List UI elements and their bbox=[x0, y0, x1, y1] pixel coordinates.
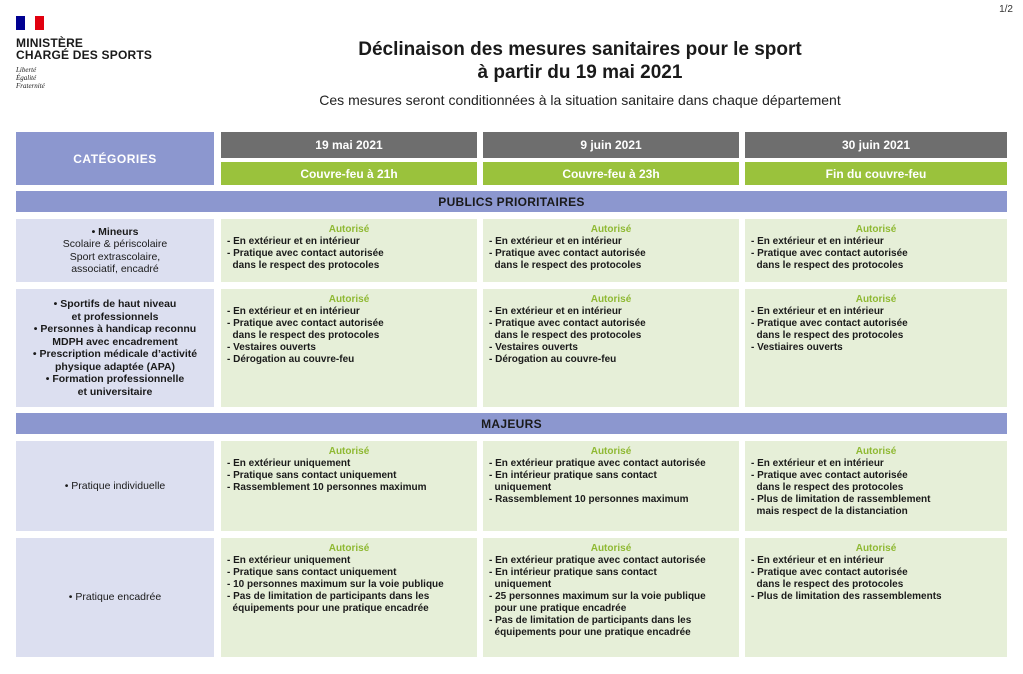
ministry-logo bbox=[16, 16, 152, 90]
measure-item: - Pratique avec contact autorisée bbox=[751, 470, 908, 481]
status-label: Autorisé bbox=[590, 446, 632, 457]
page-number: 1/2 bbox=[999, 4, 1013, 15]
measure-cell bbox=[483, 289, 739, 407]
measure-item: - En extérieur et en intérieur bbox=[489, 236, 622, 247]
column-curfew: Couvre-feu à 23h bbox=[483, 162, 739, 185]
measure-cell bbox=[745, 441, 1007, 531]
measure-item: - En intérieur pratique sans contact bbox=[489, 470, 657, 481]
category-cell bbox=[16, 219, 214, 282]
motto-liberte: Liberté bbox=[16, 66, 37, 74]
measure-item: - Dérogation au couvre-feu bbox=[489, 354, 617, 365]
measure-item: - Rassemblement 10 personnes maximum bbox=[489, 494, 689, 505]
measure-cell bbox=[745, 219, 1007, 282]
measure-item: - Plus de limitation des rassemblements bbox=[751, 591, 942, 602]
measure-item: - Pratique avec contact autorisée bbox=[489, 318, 646, 329]
measure-item: - En extérieur et en intérieur bbox=[751, 236, 884, 247]
measure-item: dans le respect des protocoles bbox=[751, 482, 904, 493]
measure-item: - En extérieur uniquement bbox=[227, 458, 351, 469]
measure-item: dans le respect des protocoles bbox=[751, 330, 904, 341]
measure-item: dans le respect des protocoles bbox=[227, 260, 380, 271]
measure-item: - Vestaires ouverts bbox=[489, 342, 578, 353]
status-label: Autorisé bbox=[590, 294, 632, 305]
measure-item: dans le respect des protocoles bbox=[227, 330, 380, 341]
measure-item: uniquement bbox=[489, 482, 552, 493]
logo-motto bbox=[16, 66, 152, 90]
status-label: Autorisé bbox=[328, 446, 370, 457]
measure-item: - En extérieur pratique avec contact autorisée bbox=[489, 555, 706, 566]
measure-item: dans le respect des protocoles bbox=[751, 579, 904, 590]
category-line: Sport extrascolaire, bbox=[69, 250, 161, 263]
measure-item: - En extérieur uniquement bbox=[227, 555, 351, 566]
status-label: Autorisé bbox=[328, 224, 370, 235]
motto-egalite: Égalité bbox=[16, 74, 37, 82]
category-line: Scolaire & périscolaire bbox=[62, 238, 168, 250]
measure-item: dans le respect des protocoles bbox=[489, 260, 642, 271]
title-line1: Déclinaison des mesures sanitaires pour le sport bbox=[358, 39, 802, 60]
category-line: • Formation professionnelle bbox=[45, 373, 185, 385]
measure-item: uniquement bbox=[489, 579, 552, 590]
measure-item: équipements pour une pratique encadrée bbox=[227, 603, 429, 614]
measure-cell bbox=[745, 538, 1007, 657]
status-label: Autorisé bbox=[590, 543, 632, 554]
status-label: Autorisé bbox=[855, 446, 897, 457]
status-label: Autorisé bbox=[855, 294, 897, 305]
measure-item: - En extérieur et en intérieur bbox=[751, 458, 884, 469]
logo-line2: CHARGÉ DES SPORTS bbox=[16, 48, 153, 62]
measure-item: - Pratique avec contact autorisée bbox=[751, 248, 908, 259]
measure-item: - Dérogation au couvre-feu bbox=[227, 354, 355, 365]
category-cell bbox=[16, 441, 214, 531]
section-title: PUBLICS PRIORITAIRES bbox=[16, 191, 1007, 212]
measure-item: - En extérieur pratique avec contact autorisée bbox=[489, 458, 706, 469]
measure-item: - Rassemblement 10 personnes maximum bbox=[227, 482, 427, 493]
category-line: associatif, encadré bbox=[71, 263, 159, 275]
measure-cell bbox=[221, 219, 477, 282]
measure-item: - Pratique avec contact autorisée bbox=[751, 318, 908, 329]
motto-fraternite: Fraternité bbox=[16, 82, 45, 90]
status-label: Autorisé bbox=[328, 543, 370, 554]
measure-cell bbox=[221, 289, 477, 407]
categories-header: CATÉGORIES bbox=[16, 132, 214, 185]
page-title bbox=[220, 38, 940, 84]
measure-item: dans le respect des protocoles bbox=[751, 260, 904, 271]
measure-item: - En intérieur pratique sans contact bbox=[489, 567, 657, 578]
french-flag-icon bbox=[16, 16, 44, 30]
measure-item: - En extérieur et en intérieur bbox=[227, 306, 360, 317]
category-line: et professionnels bbox=[71, 310, 159, 323]
category-cell bbox=[16, 538, 214, 657]
measure-cell bbox=[483, 538, 739, 657]
status-label: Autorisé bbox=[328, 294, 370, 305]
measure-item: - Pas de limitation de participants dans les bbox=[227, 591, 430, 602]
measure-item: - En extérieur et en intérieur bbox=[751, 306, 884, 317]
category-line: et universitaire bbox=[77, 385, 153, 398]
status-label: Autorisé bbox=[590, 224, 632, 235]
column-curfew: Fin du couvre-feu bbox=[745, 162, 1007, 185]
measure-item: mais respect de la distanciation bbox=[751, 506, 908, 517]
measure-item: - Vestaires ouverts bbox=[227, 342, 316, 353]
category-line: • Mineurs bbox=[91, 225, 139, 238]
category-line: physique adaptée (APA) bbox=[55, 360, 175, 373]
column-date: 19 mai 2021 bbox=[221, 132, 477, 158]
measure-item: - Pratique avec contact autorisée bbox=[489, 248, 646, 259]
logo-line1: MINISTÈRE bbox=[16, 36, 84, 50]
column-date: 30 juin 2021 bbox=[745, 132, 1007, 158]
category-line: • Sportifs de haut niveau bbox=[53, 298, 177, 310]
measure-item: - Pratique avec contact autorisée bbox=[227, 248, 384, 259]
measure-item: dans le respect des protocoles bbox=[489, 330, 642, 341]
measure-item: - Pas de limitation de participants dans les bbox=[489, 615, 692, 626]
category-line: • Personnes à handicap reconnu bbox=[33, 323, 197, 335]
measure-item: - En extérieur et en intérieur bbox=[227, 236, 360, 247]
category-line: • Pratique individuelle bbox=[64, 479, 166, 492]
category-line: MDPH avec encadrement bbox=[52, 335, 178, 348]
status-label: Autorisé bbox=[855, 224, 897, 235]
measure-item: équipements pour une pratique encadrée bbox=[489, 627, 691, 638]
status-label: Autorisé bbox=[855, 543, 897, 554]
measure-item: - 25 personnes maximum sur la voie publique bbox=[489, 591, 706, 602]
measure-item: pour une pratique encadrée bbox=[489, 603, 627, 614]
measure-cell bbox=[221, 538, 477, 657]
measure-item: - Pratique avec contact autorisée bbox=[227, 318, 384, 329]
category-line: • Pratique encadrée bbox=[68, 591, 162, 604]
measure-item: - 10 personnes maximum sur la voie publique bbox=[227, 579, 444, 590]
page-subtitle: Ces mesures seront conditionnées à la situation sanitaire dans chaque département bbox=[319, 92, 841, 108]
measure-cell bbox=[745, 289, 1007, 407]
category-cell bbox=[16, 289, 214, 407]
measure-cell bbox=[221, 441, 477, 531]
measure-item: - En extérieur et en intérieur bbox=[751, 555, 884, 566]
column-date: 9 juin 2021 bbox=[483, 132, 739, 158]
measure-item: - Vestiaires ouverts bbox=[751, 342, 843, 353]
measure-item: - Pratique sans contact uniquement bbox=[227, 567, 397, 578]
section-title: MAJEURS bbox=[16, 413, 1007, 434]
measure-item: - Pratique sans contact uniquement bbox=[227, 470, 397, 481]
category-line: • Prescription médicale d’activité bbox=[32, 348, 198, 360]
column-curfew: Couvre-feu à 21h bbox=[221, 162, 477, 185]
measure-item: - Pratique avec contact autorisée bbox=[751, 567, 908, 578]
measure-item: - Plus de limitation de rassemblement bbox=[751, 494, 931, 505]
measure-cell bbox=[483, 441, 739, 531]
measure-cell bbox=[483, 219, 739, 282]
measure-item: - En extérieur et en intérieur bbox=[489, 306, 622, 317]
title-line2: à partir du 19 mai 2021 bbox=[477, 62, 683, 83]
